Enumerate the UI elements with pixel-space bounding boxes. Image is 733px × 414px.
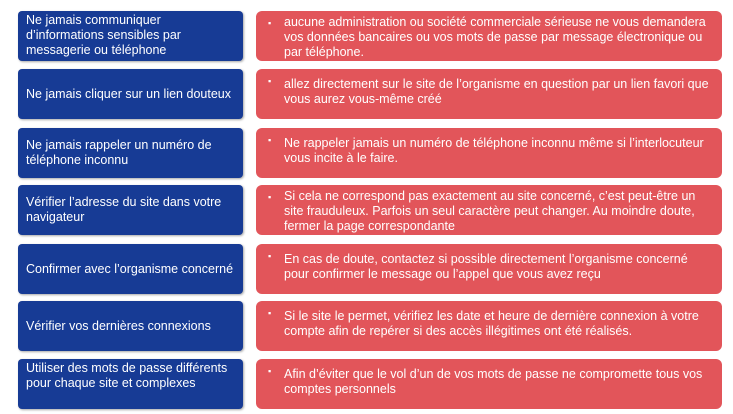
- advice-detail-box: [256, 301, 722, 351]
- advice-detail-box: [256, 359, 722, 409]
- advice-row-2: [18, 69, 722, 119]
- advice-detail: Ne rappeler jamais un numéro de téléphone inconnu même si l’interlocuteur vous incite à le faire.: [284, 136, 704, 165]
- advice-title-box: [18, 11, 243, 61]
- advice-title: Vérifier vos dernières connexions: [26, 318, 211, 333]
- advice-row-6: [18, 301, 722, 351]
- advice-row-1: [18, 11, 722, 61]
- advice-detail-box: [256, 11, 722, 61]
- bullet-icon: ▪: [268, 366, 272, 376]
- advice-detail-box: [256, 185, 722, 235]
- advice-title-box: [18, 244, 243, 294]
- advice-title-box: [18, 69, 243, 119]
- advice-detail: Afin d’éviter que le vol d’un de vos mots de passe ne compromette tous vos comptes personnels: [284, 367, 703, 396]
- advice-title: Confirmer avec l’organisme concerné: [26, 261, 234, 276]
- advice-detail-box: [256, 244, 722, 294]
- bullet-icon: ▪: [268, 192, 272, 202]
- advice-detail-box: [256, 69, 722, 119]
- advice-title: Ne jamais rappeler un numéro de téléphone inconnu: [26, 138, 212, 167]
- advice-row-5: [18, 244, 722, 294]
- bullet-icon: ▪: [268, 76, 272, 86]
- advice-row-4: [18, 185, 722, 235]
- advice-row-7: [18, 359, 722, 409]
- advice-detail-box: [256, 128, 722, 178]
- advice-detail: allez directement sur le site de l’organisme en question par un lien favori que vous aurez vous-même créé: [284, 77, 709, 106]
- bullet-icon: ▪: [268, 251, 272, 261]
- bullet-icon: ▪: [268, 18, 272, 28]
- advice-title: Utiliser des mots de passe différents pour chaque site et complexes: [26, 361, 228, 390]
- advice-detail: aucune administration ou société commerciale sérieuse ne vous demandera vos données bancaires ou vos mots de passe par message électronique ou par téléphone.: [284, 15, 706, 59]
- advice-detail: Si cela ne correspond pas exactement au site concerné, c’est peut-être un site frauduleux. Parfois un seul caractère peut changer. Au moindre doute, fermer la page correspondante: [284, 189, 696, 233]
- advice-title-box: [18, 128, 243, 178]
- advice-title-box: [18, 301, 243, 351]
- advice-row-3: [18, 128, 722, 178]
- bullet-icon: ▪: [268, 135, 272, 145]
- advice-title-box: [18, 359, 243, 409]
- advice-detail: Si le site le permet, vérifiez les date et heure de dernière connexion à votre compte afin de repérer si des accès illégitimes ont été réalisés.: [284, 309, 699, 338]
- bullet-icon: ▪: [268, 308, 272, 318]
- advice-title-box: [18, 185, 243, 235]
- advice-title: Vérifier l’adresse du site dans votre navigateur: [26, 195, 222, 224]
- advice-detail: En cas de doute, contactez si possible directement l’organisme concerné pour confirmer le message ou l’appel que vous avez reçu: [284, 252, 688, 281]
- advice-title: Ne jamais cliquer sur un lien douteux: [26, 86, 231, 101]
- advice-title: Ne jamais communiquer d’informations sensibles par messagerie ou téléphone: [26, 13, 181, 57]
